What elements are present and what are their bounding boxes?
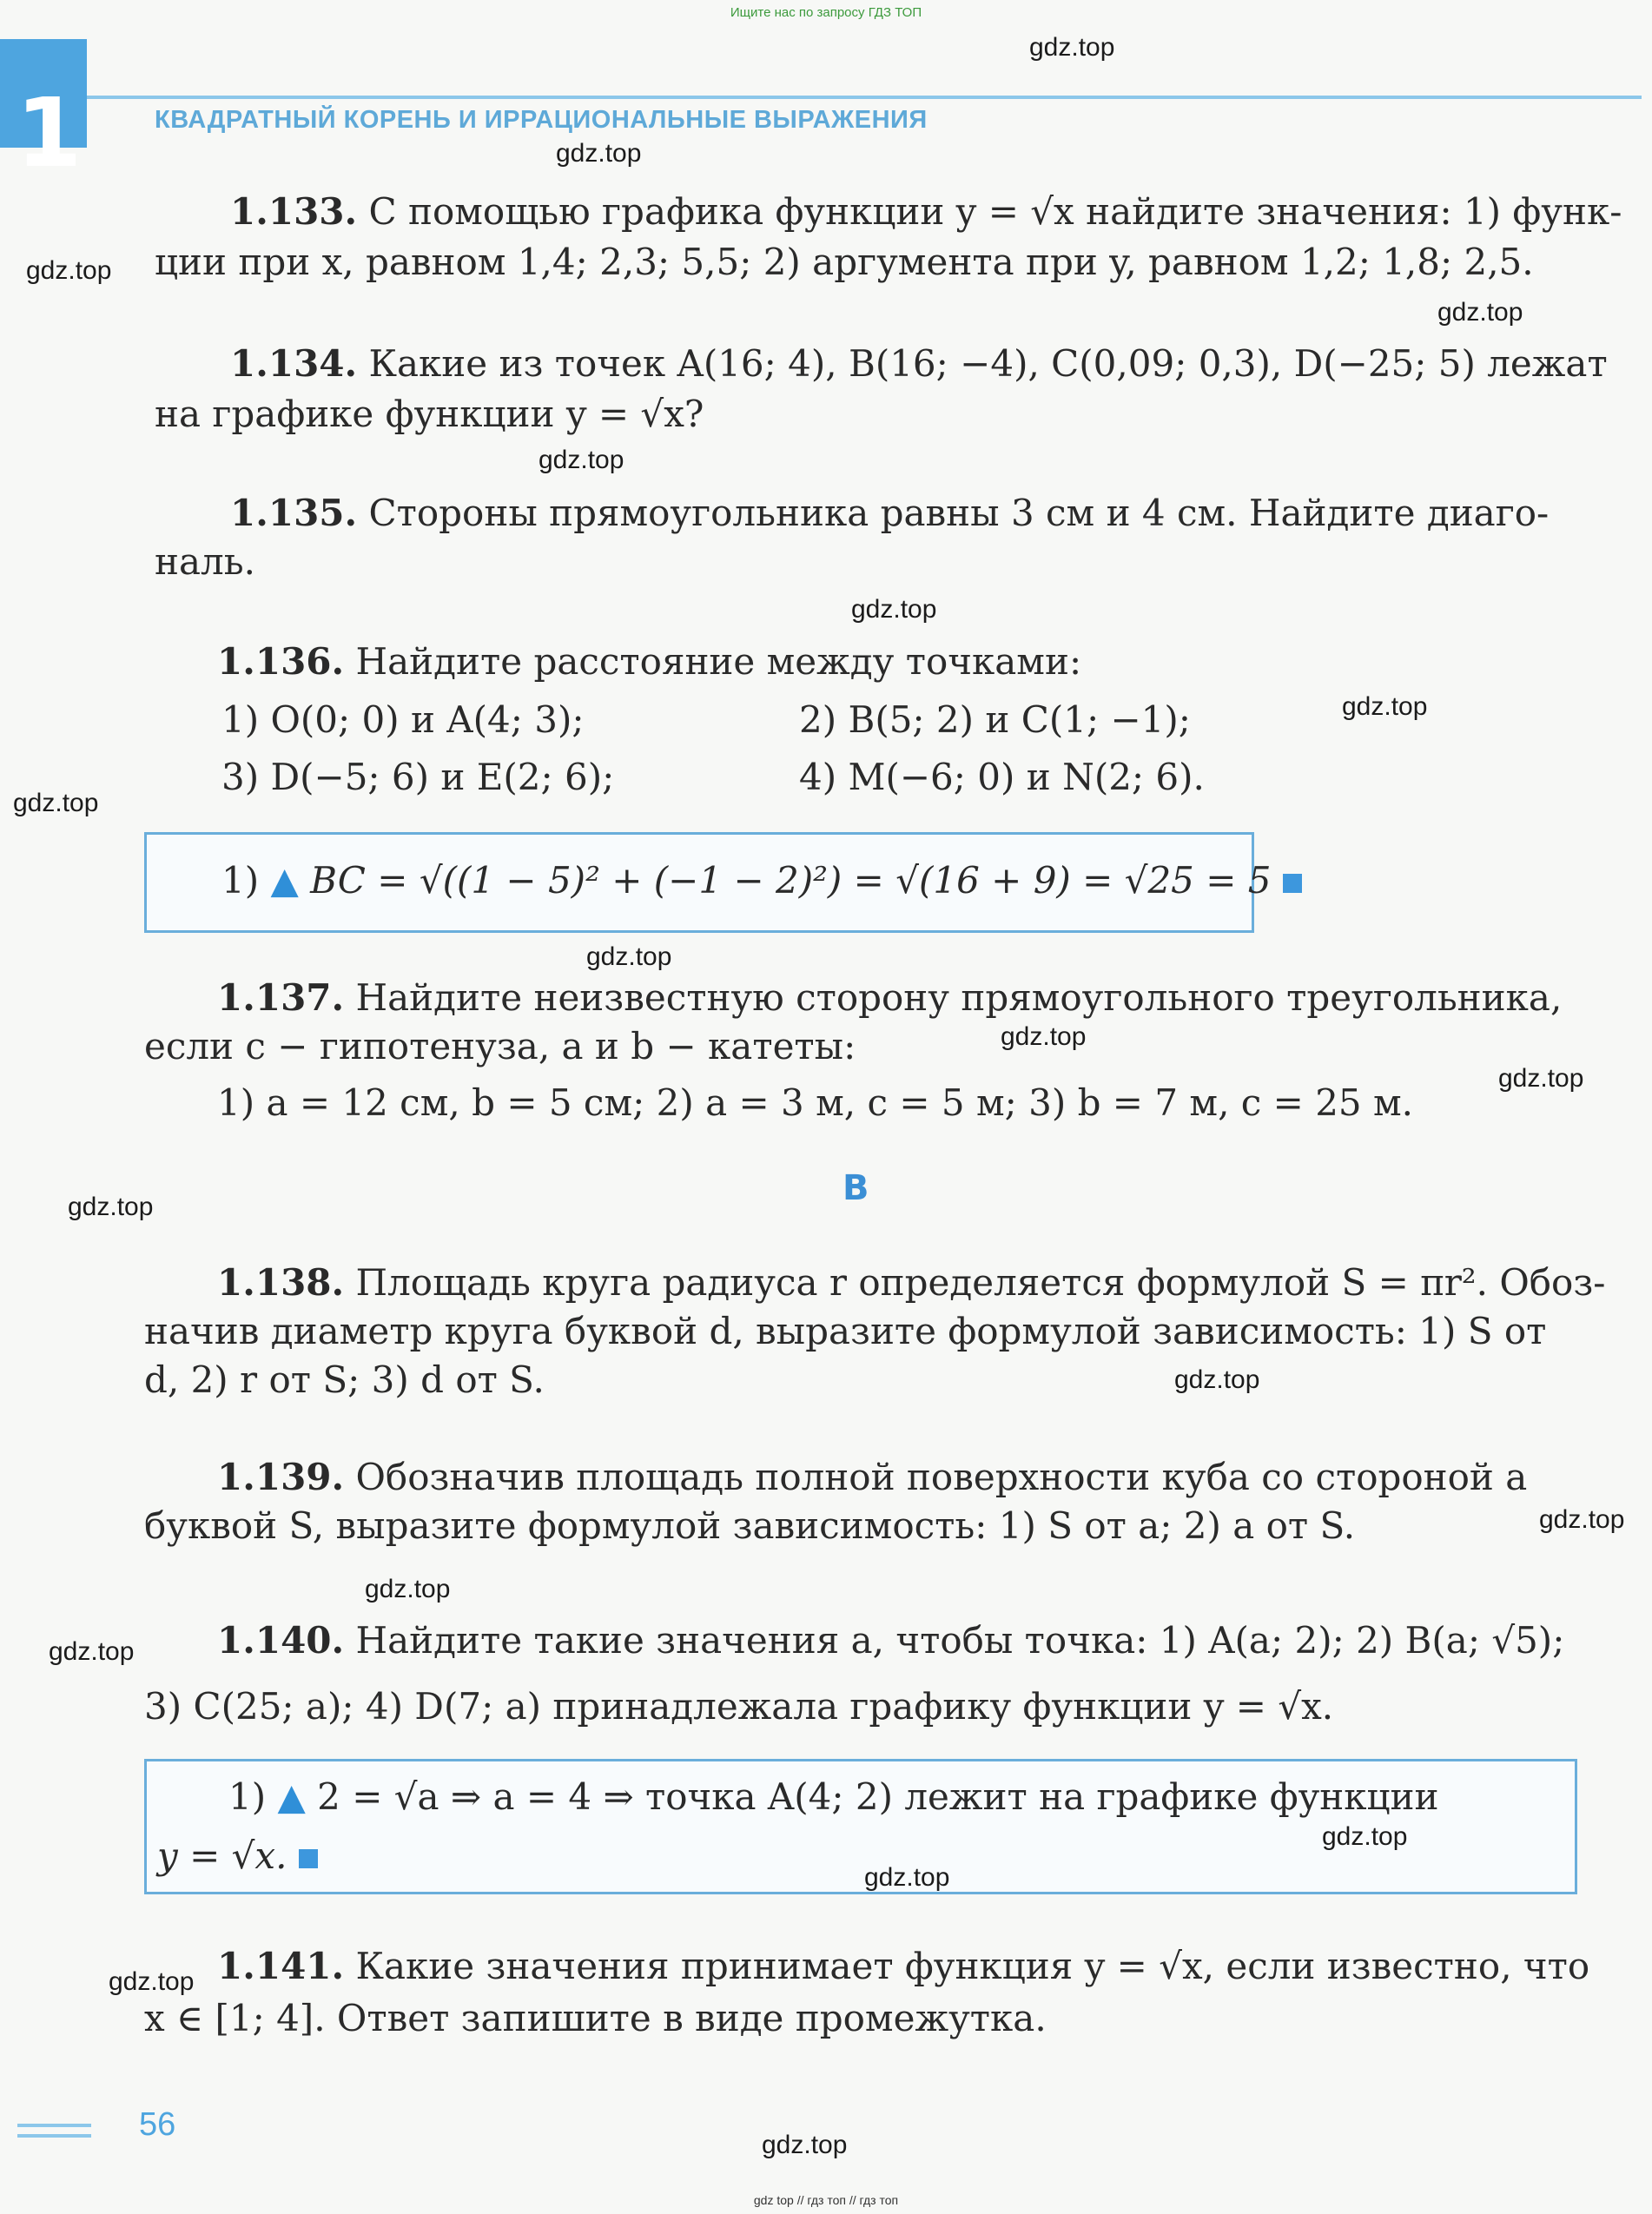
watermark: gdz.top <box>49 1637 135 1666</box>
solution-box-1-136 <box>144 832 1272 933</box>
problem-1-133-line1: 1.133. С помощью графика функции y = √x найдите значения: 1) функ- <box>230 190 1622 233</box>
problem-1-134-line1: 1.134. Какие из точек A(16; 4), B(16; −4), C(0,09; 0,3), D(−25; 5) лежат <box>230 342 1608 385</box>
watermark: gdz.top <box>1029 33 1115 62</box>
watermark: gdz.top <box>26 256 112 285</box>
chapter-number: 1 <box>16 77 83 188</box>
footer-rule <box>17 2134 91 2138</box>
problem-1-138-line2: начив диаметр круга буквой d, выразите формулой зависимость: 1) S от <box>144 1310 1547 1352</box>
problem-1-136-item2: 2) B(5; 2) и C(1; −1); <box>799 698 1191 741</box>
problem-number: 1.139. <box>217 1456 345 1498</box>
solution-1-140-line1: 1) ▲ 2 = √a ⇒ a = 4 ⇒ точка A(4; 2) лежит на графике функции <box>228 1775 1439 1818</box>
problem-1-140-line2: 3) C(25; a); 4) D(7; a) принадлежала графику функции y = √x. <box>144 1685 1334 1728</box>
watermark: gdz.top <box>109 1967 195 1996</box>
problem-1-138-line3: d, 2) r от S; 3) d от S. <box>144 1358 545 1401</box>
solution-1-136-text: 1) ▲ BC = √((1 − 5)² + (−1 − 2)²) = √(16 + 9) = √25 = 5 <box>221 856 1302 906</box>
problem-number: 1.135. <box>230 492 358 534</box>
problem-1-139-line1: 1.139. Обозначив площадь полной поверхности куба со стороной a <box>217 1456 1528 1498</box>
problem-1-137-line1: 1.137. Найдите неизвестную сторону прямоугольного треугольника, <box>217 976 1563 1019</box>
bottom-note: gdz top // гдз топ // гдз топ <box>753 2193 899 2207</box>
square-marker-icon <box>1283 874 1302 893</box>
footer-rule <box>17 2124 91 2127</box>
watermark: gdz.top <box>13 789 99 817</box>
problem-number: 1.134. <box>230 342 358 385</box>
problem-number: 1.137. <box>217 976 345 1019</box>
problem-1-136-line1: 1.136. Найдите расстояние между точками: <box>217 640 1082 683</box>
problem-number: 1.133. <box>230 190 358 233</box>
watermark: gdz.top <box>851 595 937 624</box>
triangle-marker-icon: ▲ <box>270 859 299 902</box>
solution-1-140-line2: y = √x. <box>157 1831 318 1881</box>
problem-1-135-line1: 1.135. Стороны прямоугольника равны 3 см и 4 см. Найдите диаго- <box>230 492 1550 534</box>
watermark: gdz.top <box>539 446 624 474</box>
problem-number: 1.140. <box>217 1619 345 1662</box>
watermark: gdz.top <box>556 139 642 168</box>
problem-1-138-line1: 1.138. Площадь круга радиуса r определяется формулой S = πr². Обоз- <box>217 1261 1606 1304</box>
watermark: gdz.top <box>1437 298 1523 327</box>
problem-number: 1.141. <box>217 1945 345 1987</box>
problem-1-136-item3: 3) D(−5; 6) и E(2; 6); <box>221 756 615 798</box>
chapter-title: КВАДРАТНЫЙ КОРЕНЬ И ИРРАЦИОНАЛЬНЫЕ ВЫРАЖЕНИЯ <box>155 106 928 134</box>
watermark: gdz.top <box>1539 1505 1625 1534</box>
page-number: 56 <box>139 2106 176 2143</box>
chapter-badge <box>0 39 87 188</box>
triangle-marker-icon: ▲ <box>277 1775 306 1818</box>
problem-1-134-line2: на графике функции y = √x? <box>155 393 704 435</box>
problem-number: 1.136. <box>217 640 345 683</box>
square-marker-icon <box>299 1849 318 1868</box>
problem-1-141-line1: 1.141. Какие значения принимает функция y = √x, если известно, что <box>217 1945 1590 1987</box>
watermark: gdz.top <box>864 1863 950 1892</box>
problem-1-136-item4: 4) M(−6; 0) и N(2; 6). <box>799 756 1205 798</box>
watermark: gdz.top <box>762 2131 848 2159</box>
problem-1-139-line2: буквой S, выразите формулой зависимость: 1) S от a; 2) a от S. <box>144 1504 1356 1547</box>
watermark: gdz.top <box>1001 1022 1087 1051</box>
problem-1-137-line3: 1) a = 12 см, b = 5 см; 2) a = 3 м, c = 5 м; 3) b = 7 м, c = 25 м. <box>217 1081 1414 1124</box>
problem-1-140-line1: 1.140. Найдите такие значения a, чтобы точка: 1) A(a; 2); 2) B(a; √5); <box>217 1619 1565 1662</box>
watermark: gdz.top <box>68 1193 154 1221</box>
watermark: gdz.top <box>365 1575 451 1603</box>
top-search-note: Ищите нас по запросу ГДЗ ТОП <box>730 5 922 20</box>
problem-number: 1.138. <box>217 1261 345 1304</box>
header-rule <box>87 96 1642 99</box>
watermark: gdz.top <box>586 942 672 971</box>
problem-1-141-line2: x ∈ [1; 4]. Ответ запишите в виде промежутка. <box>144 1997 1047 2039</box>
watermark: gdz.top <box>1498 1064 1584 1093</box>
problem-1-136-item1: 1) O(0; 0) и A(4; 3); <box>221 698 585 741</box>
watermark: gdz.top <box>1174 1365 1260 1394</box>
section-letter: B <box>843 1168 869 1208</box>
problem-1-137-line2: если c − гипотенуза, a и b − катеты: <box>144 1025 856 1067</box>
watermark: gdz.top <box>1342 692 1428 721</box>
problem-1-135-line2: наль. <box>155 540 255 583</box>
watermark: gdz.top <box>1322 1822 1408 1851</box>
problem-1-133-line2: ции при x, равном 1,4; 2,3; 5,5; 2) аргумента при y, равном 1,2; 1,8; 2,5. <box>155 241 1534 283</box>
